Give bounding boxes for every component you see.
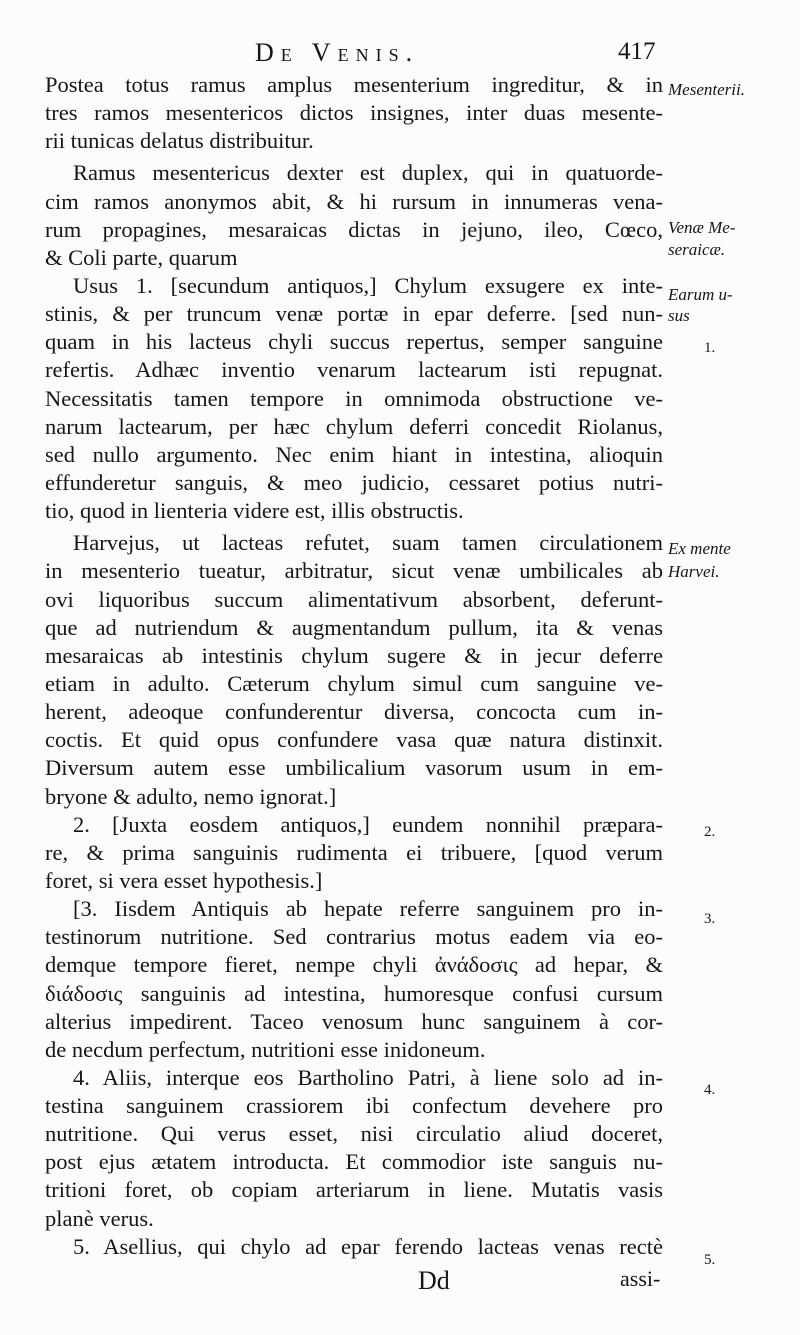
text-line: coctis. Et quid opus confundere vasa quæ natura distinxit. <box>45 727 663 753</box>
text-line: in mesenterio tueatur, arbitratur, sicut venæ umbilicales ab <box>45 558 663 584</box>
text-line: rii tunicas delatus distribuitur. <box>45 128 314 154</box>
text-line: post ejus ætatem introducta. Et commodior iste sanguis nu- <box>45 1149 663 1175</box>
margin-number-3: 3. <box>704 911 716 927</box>
text-line: re, & prima sanguinis rudimenta ei tribuere, [quod verum <box>45 839 663 865</box>
margin-note-venae-1: Venæ Me- <box>668 218 736 237</box>
page-header <box>0 38 800 68</box>
running-title: De Venis. <box>255 38 420 67</box>
text-line: herent, adeoque confunderentur diversa, concocta cum in- <box>45 699 663 725</box>
text-line: etiam in adulto. Cæterum chylum simul cum sanguine ve- <box>45 670 663 696</box>
text-line: mesaraicas ab intestinis chylum sugere & in jecur deferre <box>45 642 663 668</box>
text-line: alterius impedirent. Taceo venosum hunc sanguinem à cor- <box>45 1008 663 1034</box>
text-line: 2. [Juxta eosdem antiquos,] eundem nonnihil præpara- <box>73 811 663 837</box>
text-line: 5. Asellius, qui chylo ad epar ferendo lacteas venas rectè <box>73 1233 663 1259</box>
text-line: sed nullo argumento. Nec enim hiant in intestina, alioquin <box>45 441 663 467</box>
text-line: tio, quod in lienteria videre est, illis obstructis. <box>45 498 464 524</box>
margin-number-4: 4. <box>704 1082 716 1098</box>
text-line: [3. Iisdem Antiquis ab hepate referre sanguinem pro in- <box>73 896 663 922</box>
text-line: stinis, & per truncum venæ portæ in epar deferre. [sed nun- <box>45 301 663 327</box>
page-footer <box>0 1266 800 1296</box>
text-line: tritioni foret, ob copiam arteriarum in liene. Mutatis vasis <box>45 1177 663 1203</box>
text-line: effunderetur sanguis, & meo judicio, cessaret potius nutri- <box>45 469 663 495</box>
margin-number-1: 1. <box>704 340 716 356</box>
text-line: Diversum autem esse umbilicalium vasorum usum in em- <box>45 755 663 781</box>
text-line: rum propagines, mesaraicas dictas in jejuno, ileo, Cœco, <box>45 216 663 242</box>
text-line: tres ramos mesentericos dictos insignes, inter duas mesente- <box>45 100 663 126</box>
text-line: διάδοσις sanguinis ad intestina, humoresque confusi cursum <box>45 980 663 1006</box>
margin-note-usus-2: sus <box>668 306 690 325</box>
main-text <box>45 71 663 1261</box>
text-line: que ad nutriendum & augmentandum pullum, ita & venas <box>45 614 663 640</box>
text-line: cim ramos anonymos abit, & hi rursum in innumeras vena- <box>45 188 663 214</box>
margin-note-venae-2: seraicæ. <box>668 240 726 259</box>
text-line: testinorum nutritione. Sed contrarius motus eadem via eo- <box>45 924 663 950</box>
text-line: ovi liquoribus succum alimentativum absorbent, deferunt- <box>45 586 663 612</box>
text-line: nutritione. Qui verus esset, nisi circulatio aliud doceret, <box>45 1121 663 1147</box>
page-number: 417 <box>618 38 656 65</box>
text-line: refertis. Adhæc inventio venarum lactearum isti repugnat. <box>45 357 663 383</box>
margin-number-2: 2. <box>704 824 716 840</box>
text-line: testina sanguinem crassiorem ibi confectum devehere pro <box>45 1093 663 1119</box>
text-line: Usus 1. [secundum antiquos,] Chylum exsugere ex inte- <box>73 272 663 298</box>
text-line: narum lactearum, per hæc chylum deferri concedit Riolanus, <box>45 413 663 439</box>
margin-note-usus-1: Earum u- <box>668 285 733 304</box>
text-line: Postea totus ramus amplus mesenterium ingreditur, & in <box>45 72 663 97</box>
text-line: de necdum perfectum, nutritioni esse inidoneum. <box>45 1036 486 1062</box>
margin-note-mesenterii: Mesenterii. <box>668 80 745 99</box>
text-line: Harvejus, ut lacteas refutet, suam tamen circulationem <box>73 530 663 556</box>
text-line: demque tempore fieret, nempe chyli ἀνάδοσις ad hepar, & <box>45 952 663 978</box>
text-line: foret, si vera esset hypothesis.] <box>45 867 323 893</box>
margin-number-5: 5. <box>704 1252 716 1268</box>
text-line: & Coli parte, quarum <box>45 244 238 270</box>
text-line: quam in his lacteus chyli succus repertus, semper sanguine <box>45 329 663 355</box>
margin-note-harvei-2: Harvei. <box>668 562 720 581</box>
text-line: 4. Aliis, interque eos Bartholino Patri, à liene solo ad in- <box>73 1064 663 1090</box>
catchword: assi- <box>620 1266 661 1291</box>
text-line: Necessitatis tamen tempore in omnimoda obstructione ve- <box>45 385 663 411</box>
margin-note-harvei-1: Ex mente <box>668 539 731 558</box>
signature-mark: Dd <box>418 1266 450 1295</box>
text-line: Ramus mesentericus dexter est duplex, qui in quatuorde- <box>73 160 663 186</box>
text-line: bryone & adulto, nemo ignorat.] <box>45 783 337 809</box>
text-line: planè verus. <box>45 1205 154 1231</box>
